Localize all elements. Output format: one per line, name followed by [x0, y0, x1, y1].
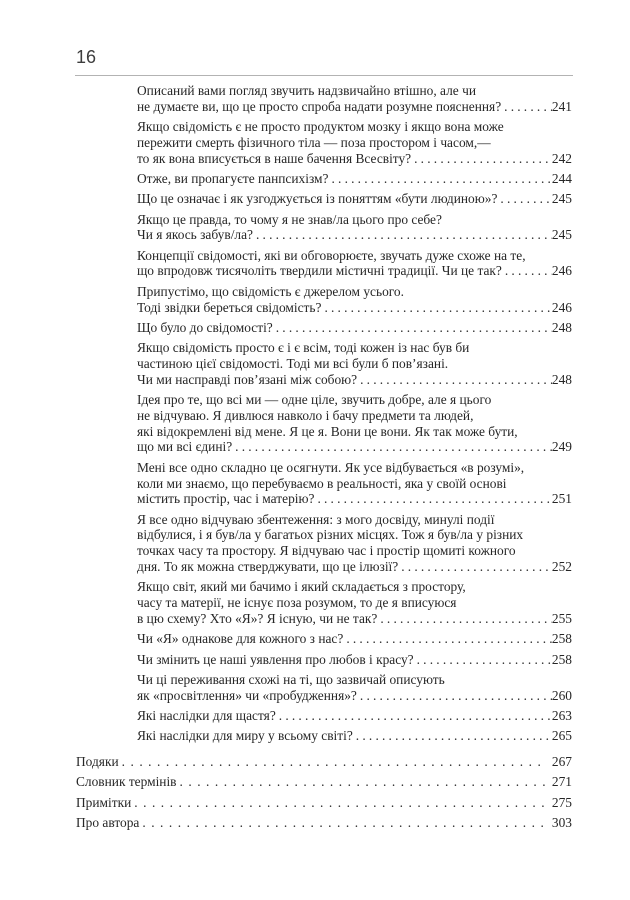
toc-entry-line: Концепції свідомості, які ви обговорюєте, звучать дуже схоже на те,: [137, 247, 526, 263]
toc-entry-lastline: [137, 728, 572, 744]
toc-entry-text: Чи ми насправді пов’язані між собою?: [137, 371, 358, 387]
dot-leader: [360, 688, 552, 704]
toc-page-number: 245: [551, 227, 572, 243]
toc-entry-text: містить простір, час і матерію?: [137, 491, 315, 507]
toc-entry-text: Про автора: [76, 815, 140, 831]
toc-page-number: 258: [551, 651, 572, 667]
dot-leader: [134, 795, 546, 811]
toc-entry-text: Що було до свідомості?: [137, 319, 273, 335]
toc-entry-line: частиною цієї свідомості. Тоді ми всі були б пов’язані.: [137, 355, 449, 371]
dot-leader: [380, 611, 552, 627]
toc-entry-lastline: [76, 815, 572, 831]
toc-entry-line: Описаний вами погляд звучить надзвичайно втішно, але чи: [137, 83, 476, 98]
toc-entry-line: Чи ці переживання схожі на ті, що зазвичай описують: [137, 671, 445, 687]
dot-leader: [331, 171, 551, 187]
dot-leader: [500, 191, 552, 207]
toc-entry-lastline: [137, 372, 572, 388]
dot-leader: [317, 491, 551, 507]
toc-entry-lastline: [137, 631, 572, 647]
toc-entry-lastline: [137, 171, 572, 187]
dot-leader: [256, 227, 552, 243]
toc-entry-lastline: [137, 300, 572, 316]
toc-page-number: 252: [551, 559, 572, 575]
dot-leader: [356, 728, 552, 744]
toc-entry-text: Чи «Я» однакове для кожного з нас?: [137, 631, 344, 647]
toc-entry-line: Мені все одно складно це осягнути. Як усе відбувається «в розумі»,: [137, 459, 525, 475]
toc-page-number: 248: [551, 319, 572, 335]
toc-entry: [76, 248, 572, 280]
toc-entry-line: Ідея про те, що всі ми — одне ціле, звучить добре, але я цього: [137, 392, 492, 408]
toc-entry-lastline: [76, 754, 572, 770]
dot-leader: [360, 372, 552, 388]
toc-entry: [76, 171, 572, 187]
toc-entry: [76, 191, 572, 207]
toc-entry-lastline: [137, 263, 572, 279]
toc-entry: [76, 512, 572, 575]
toc-page-number: 258: [551, 631, 572, 647]
dot-leader: [346, 631, 552, 647]
dot-leader: [504, 99, 552, 115]
toc-entry-text: Що це означає і як узгоджується із поняттям «бути людиною»?: [137, 191, 498, 207]
dot-leader: [324, 300, 551, 316]
toc-page-number: 271: [551, 774, 572, 790]
header-rule: [75, 75, 573, 76]
dot-leader: [279, 708, 552, 724]
toc-entry: [76, 83, 572, 115]
toc-entry: [76, 795, 572, 811]
dot-leader: [235, 439, 552, 455]
toc-page-number: 265: [551, 728, 572, 744]
toc-entry-text: Чи змінить це наші уявлення про любов і красу?: [137, 651, 414, 667]
toc-entry-lastline: [137, 559, 572, 575]
toc-entry: [76, 708, 572, 724]
toc-entry-line: відбулися, і я був/ла у багатьох різних місцях. Тож я був/ла у різних: [137, 527, 524, 543]
toc-page-number: 260: [551, 687, 572, 703]
toc-entry-lastline: [137, 652, 572, 668]
toc-page-number: 244: [551, 170, 572, 186]
dot-leader: [505, 263, 552, 279]
toc-entry-lastline: [137, 611, 572, 627]
toc-entry-text: Які наслідки для щастя?: [137, 707, 276, 723]
toc-page-number: 246: [551, 299, 572, 315]
toc-entry-lastline: [137, 320, 572, 336]
toc-entry-line: Якщо це правда, то чому я не знав/ла цього про себе?: [137, 211, 442, 227]
toc-entry-text: не думаєте ви, що це просто спроба надати розумне пояснення?: [137, 98, 502, 114]
toc-entry-text: Тоді звідки береться свідомість?: [137, 299, 322, 315]
toc-entry: [76, 579, 572, 626]
toc-entry: [76, 652, 572, 668]
toc-page-number: 267: [551, 753, 572, 769]
toc-page-number: 255: [551, 610, 572, 626]
toc-entry: [76, 815, 572, 831]
toc-page-number: 275: [551, 794, 572, 810]
toc-page-number: 263: [551, 707, 572, 723]
toc-entry-lastline: [137, 151, 572, 167]
toc-page-number: 249: [551, 439, 572, 455]
toc-entry: [76, 119, 572, 166]
toc-entry-lastline: [137, 491, 572, 507]
toc-entry-line: часу та матерії, не існує поза розумом, то де я вписуюся: [137, 595, 457, 611]
toc-entry: [76, 340, 572, 387]
toc-list: [76, 83, 572, 836]
toc-page-number: 251: [551, 491, 572, 507]
toc-page-number: 245: [551, 191, 572, 207]
toc-page-number: 246: [551, 263, 572, 279]
toc-entry-lastline: [137, 439, 572, 455]
toc-entry-lastline: [137, 191, 572, 207]
toc-entry-text: як «просвітлення» чи «пробудження»?: [137, 687, 357, 703]
toc-entry-text: Словник термінів: [76, 774, 177, 790]
dot-leader: [276, 320, 552, 336]
toc-entry-line: Якщо свідомість є не просто продуктом мозку і якщо вона може: [137, 119, 504, 135]
toc-entry-lastline: [137, 227, 572, 243]
toc-page-number: 303: [551, 815, 572, 831]
toc-page-number: 241: [551, 98, 572, 114]
toc-entry: [76, 672, 572, 704]
toc-entry-line: не відчуваю. Я дивлюся навколо і бачу предмети та людей,: [137, 407, 474, 423]
toc-entry-text: Чи я якось забув/ла?: [137, 227, 253, 243]
toc-entry: [76, 392, 572, 455]
toc-entry-text: що впродовж тисячоліть твердили містичні традиції. Чи це так?: [137, 263, 502, 279]
dot-leader: [417, 652, 552, 668]
toc-entry-line: коли ми знаємо, що перебуваємо в реальності, яка у своїй основі: [137, 475, 507, 491]
dot-leader: [180, 774, 546, 790]
toc-entry-text: в цю схему? Хто «Я»? Я існую, чи не так?: [137, 610, 378, 626]
toc-page-number: 242: [551, 150, 572, 166]
dot-leader: [142, 815, 546, 831]
toc-entry-text: дня. То як можна стверджувати, що це ілюзії?: [137, 559, 399, 575]
toc-entry-line: пережити смерть фізичного тіла — поза простором і часом,—: [137, 134, 491, 150]
toc-entry-line: Якщо світ, який ми бачимо і який складається з простору,: [137, 579, 466, 595]
dot-leader: [414, 151, 552, 167]
toc-entry-lastline: [76, 774, 572, 790]
toc-entry-lastline: [137, 688, 572, 704]
toc-entry-lastline: [137, 708, 572, 724]
toc-entry: [76, 320, 572, 336]
toc-entry-lastline: [76, 795, 572, 811]
toc-entry-text: що ми всі єдині?: [137, 439, 233, 455]
dot-leader: [401, 559, 552, 575]
toc-entry: [76, 212, 572, 244]
toc-entry-text: Подяки: [76, 753, 119, 769]
toc-entry-line: які відокремлені від мене. Я це я. Вони це вони. Як так може бути,: [137, 423, 518, 439]
toc-entry: [76, 631, 572, 647]
toc-entry-line: Якщо свідомість просто є і є всім, тоді кожен із нас був би: [137, 340, 470, 356]
toc-entry: [76, 774, 572, 790]
toc-entry: [76, 460, 572, 507]
toc-entry-text: Отже, ви пропагуєте панпсихізм?: [137, 170, 329, 186]
toc-entry-line: точках часу та простору. Я відчуваю час і простір щомиті кожного: [137, 543, 516, 559]
toc-entry-line: Я все одно відчуваю збентеження: з мого досвіду, минулі події: [137, 511, 495, 527]
toc-entry-line: Припустімо, що свідомість є джерелом усього.: [137, 283, 404, 299]
toc-entry: [76, 754, 572, 770]
toc-entry: [76, 284, 572, 316]
page-number: 16: [76, 47, 97, 67]
toc-entry: [76, 728, 572, 744]
toc-entry-text: Які наслідки для миру у всьому світі?: [137, 728, 353, 744]
toc-entry-text: Примітки: [76, 794, 132, 810]
toc-entry-lastline: [137, 99, 572, 115]
dot-leader: [122, 754, 546, 770]
toc-page-number: 248: [551, 371, 572, 387]
toc-entry-text: то як вона вписується в наше бачення Всесвіту?: [137, 150, 412, 166]
